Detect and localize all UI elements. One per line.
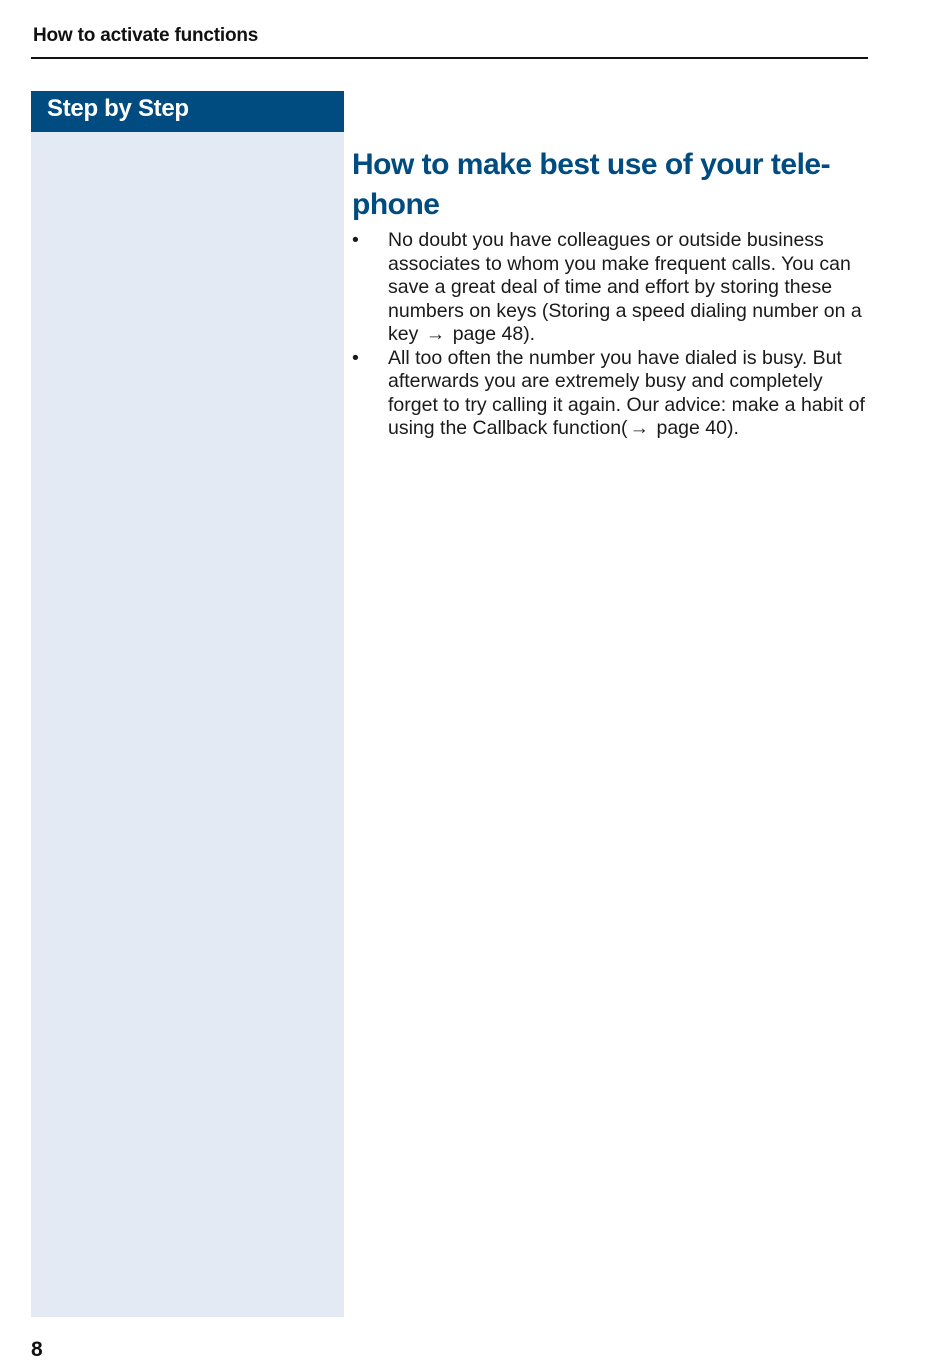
page-reference-link[interactable]: page 48).	[452, 323, 536, 345]
main-content	[352, 145, 867, 441]
bullet-text: All too often the number you have dialed is busy. But afterwards you are extremely busy and completely forget to try calling it again. Our advice: make a habit of using the Callback function(	[388, 346, 865, 439]
page-reference-link[interactable]: page 40).	[656, 417, 739, 439]
step-by-step-sidebar	[31, 91, 344, 1317]
bullet-text: No doubt you have colleagues or outside business associates to whom you make frequent calls. You can save a great deal of time and effort by storing these numbers on keys (Storing a speed dialing number on a key	[388, 229, 862, 345]
bullet-icon: •	[352, 229, 359, 251]
section-heading-line2: phone	[352, 188, 440, 221]
arrow-right-icon: →	[629, 417, 650, 439]
section-heading-line1: How to make best use of your tele-	[352, 148, 831, 181]
sidebar-title-bar	[31, 91, 344, 132]
running-header: How to activate functions	[33, 25, 259, 46]
arrow-right-icon: →	[425, 323, 446, 345]
list-item	[352, 229, 867, 347]
sidebar-title: Step by Step	[47, 95, 189, 122]
bullet-icon: •	[352, 346, 359, 369]
list-item	[352, 347, 867, 441]
tips-list	[352, 229, 867, 441]
section-heading	[352, 145, 867, 225]
header-rule	[31, 57, 868, 59]
page-number: 8	[31, 1338, 43, 1361]
